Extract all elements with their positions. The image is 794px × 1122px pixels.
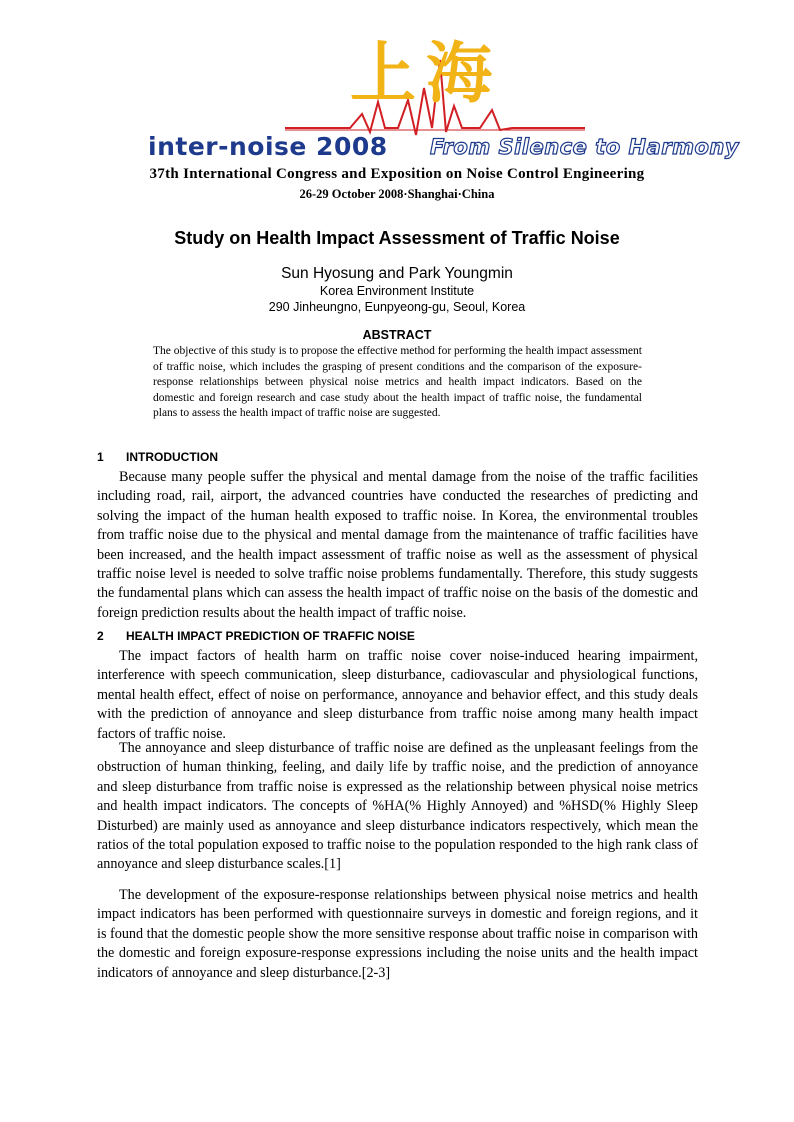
abstract-text: The objective of this study is to propose the effective method for performing the health impact assessment of traffic noise, which includes the grasping of present conditions and the comparison of the exposure-response relationships between physical noise metrics and health impact indicators. Based on the domestic and foreign research and case study about the health impact of traffic noise, the fundamental plans to assess the health impact of traffic noise are suggested. — [153, 345, 642, 419]
section-title: HEALTH IMPACT PREDICTION OF TRAFFIC NOISE — [126, 629, 415, 643]
conference-logo — [140, 34, 740, 166]
section-heading-introduction — [97, 450, 218, 464]
section-heading-health-impact — [97, 629, 415, 643]
paragraph: Because many people suffer the physical and mental damage from the noise of the traffic facilities including road, rail, airport, the advanced countries have conducted the researches of predicting and solving the impact of the human health exposed to traffic noise. In Korea, the environmental troubles from traffic noise due to the physical and mental damage from the maintenance of traffic facilities have been increased, and the health impact assessment of traffic noise as well as the assessment of physical traffic noise level is needed to solve traffic noise problems fundamentally. Therefore, this study suggests the fundamental plans which can assess the health impact of traffic noise on the basis of the domestic and foreign prediction results about the health impact of traffic noise. — [97, 469, 698, 621]
paper-authors: Sun Hyosung and Park Youngmin — [281, 265, 513, 282]
section-title: INTRODUCTION — [126, 450, 218, 464]
conference-dates: 26-29 October 2008·Shanghai·China — [299, 187, 495, 201]
section-number: 1 — [97, 450, 104, 464]
logo-slogan: From Silence to Harmony — [430, 135, 740, 159]
abstract-heading: ABSTRACT — [362, 328, 432, 342]
paper-title: Study on Health Impact Assessment of Traffic Noise — [174, 228, 620, 248]
logo-shanghai-characters: 上海 — [350, 34, 502, 112]
paper-affiliation: Korea Environment Institute — [319, 284, 475, 298]
conference-name: 37th International Congress and Exposition on Noise Control Engineering — [149, 166, 645, 182]
logo-name: inter-noise 2008 — [148, 132, 388, 161]
paper-address: 290 Jinheungno, Eunpyeong-gu, Seoul, Korea — [268, 300, 526, 314]
section-number: 2 — [97, 629, 104, 643]
paragraph: The annoyance and sleep disturbance of traffic noise are defined as the unpleasant feelings from the obstruction of human thinking, feeling, and daily life by traffic noise, and the prediction of annoyance and sleep disturbance from traffic noise is expressed as the relationship between physical noise metrics and health impact indicators. The concepts of %HA(% Highly Annoyed) and %HSD(% Highly Sleep Disturbed) are mainly used as annoyance and sleep disturbance indicators respectively, which mean the ratios of the total population exposed to traffic noise to the population responded to the high rank class of annoyance and sleep disturbance scales.[1] — [97, 740, 698, 873]
paragraph: The impact factors of health harm on traffic noise cover noise-induced hearing impairment, interference with speech communication, sleep disturbance, cadiovascular and physiological functions, mental health effect, effect of noise on performance, annoyance and behavior effect, and this study deals with the prediction of annoyance and sleep disturbance from traffic noise among many health impact factors of traffic noise. — [97, 648, 698, 742]
paragraph: The development of the exposure-response relationships between physical noise metrics and health impact indicators has been performed with questionnaire surveys in domestic and foreign regions, and it is found that the domestic people show the more sensitive response about traffic noise in comparison with the domestic and foreign exposure-response expressions including the noise units and the health impact indicators of annoyance and sleep disturbance.[2-3] — [97, 887, 699, 981]
